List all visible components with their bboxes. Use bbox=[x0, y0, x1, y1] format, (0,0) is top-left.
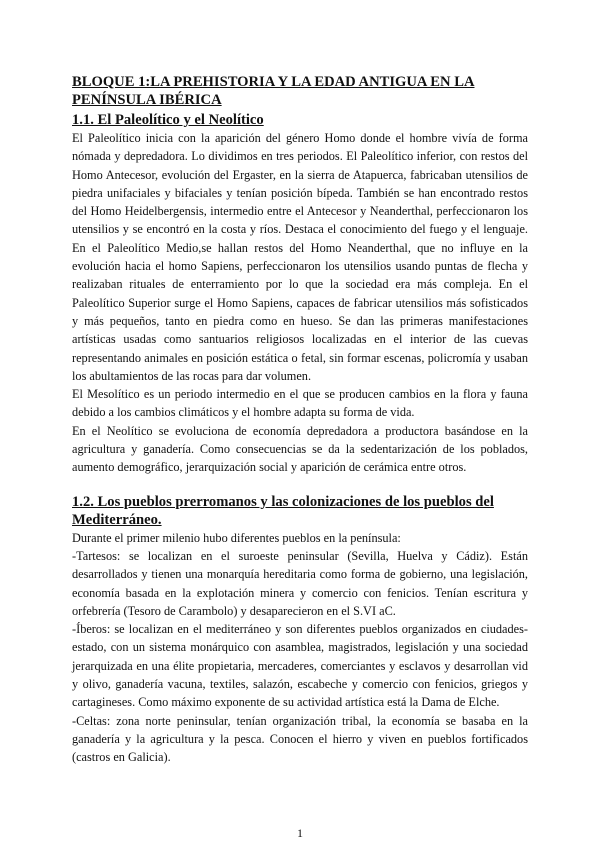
paragraph-paleolitico: El Paleolítico inicia con la aparición del género Homo donde el hombre vivía de forma nómada y depredadora. Lo dividimos en tres periodos. El Paleolítico inferior, con restos del Homo Antecesor, evolución del Ergaster, en la sierra de Atapuerca, fabricaban utensilios de piedra unifaciales y bifaciales y tenían posición bípeda. También se han encontrado restos del Homo Heidelbergensis, intermedio entre el Antecesor y Neanderthal, perfeccionaron los utensilios y se encontró en la costa y ríos. Destaca el conocimiento del fuego y el lenguaje. En el Paleolítico Medio,se hallan restos del Homo Neanderthal, que no influye en la evolución hacia el homo Sapiens, perfeccionaron los utensilios usando puntas de flecha y realizaban rituales de enterramiento por lo que la sociedad era más compleja. En el Paleolítico Superior surge el Homo Sapiens, capaces de fabricar utensilios más sofisticados y más pequeños, tanto en piedra como en hueso. Se dan las primeras manifestaciones artísticas usadas como santuarios religiosos localizadas en el interior de las cuevas representando animales en posición estática o fetal, sin formar escenas, policromía y usaban los abultamientos de las rocas para dar volumen. bbox=[72, 131, 528, 383]
paragraph-celtas: -Celtas: zona norte peninsular, tenían organización tribal, la economía se basaba en la ganadería y la agricultura y la pesca. Conocen el hierro y viven en pueblos fortificados (castros en Galicia). bbox=[72, 713, 528, 765]
paragraph-neolitico: En el Neolítico se evoluciona de economía depredadora a productora basándose en la agricultura y ganadería. Como consecuencias se da la sedentarización de los poblados, aumento demográfico, jerarquización social y aparición de cerámica entre otros. bbox=[72, 423, 528, 475]
page-content bbox=[72, 73, 528, 767]
section-heading-paleolitico: 1.1. El Paleolítico y el Neolítico bbox=[72, 112, 264, 128]
section-heading-pueblos-prerromanos: 1.2. Los pueblos prerromanos y las colonizaciones de los pueblos del Mediterráneo. bbox=[72, 493, 494, 528]
document-title: BLOQUE 1:LA PREHISTORIA Y LA EDAD ANTIGUA EN LA PENÍNSULA IBÉRICA bbox=[72, 74, 475, 108]
page-number: 1 bbox=[297, 826, 303, 840]
paragraph-iberos: -Íberos: se localizan en el mediterráneo y son diferentes pueblos organizados en ciudades-estado, con un sistema monárquico con asamblea, magistrados, legislación y una sociedad jerarquizada en una élite propietaria, mercaderes, comerciantes y esclavos y desarrollan vid y olivo, ganadería vacuna, textiles, salazón, escabeche y comercio con fenicios, griegos y cartagineses. Como máximo exponente de su actividad artística está la Dama de Elche. bbox=[72, 622, 528, 710]
paragraph-tartesos: -Tartesos: se localizan en el suroeste peninsular (Sevilla, Huelva y Cádiz). Están desarrollados y tienen una monarquía hereditaria como forma de gobierno, una legislación, economía basada en la explotación minera y comercio con fenicios. Tenían escritura y orfebrería (Tesoro de Carambolo) y desaparecieron en el S.VI aC. bbox=[72, 548, 528, 618]
paragraph-intro-pueblos: Durante el primer milenio hubo diferentes pueblos en la península: bbox=[72, 530, 401, 545]
paragraph-mesolitico: El Mesolítico es un periodo intermedio en el que se producen cambios en la flora y fauna debido a los cambios climáticos y el hombre adapta su forma de vida. bbox=[72, 387, 528, 420]
